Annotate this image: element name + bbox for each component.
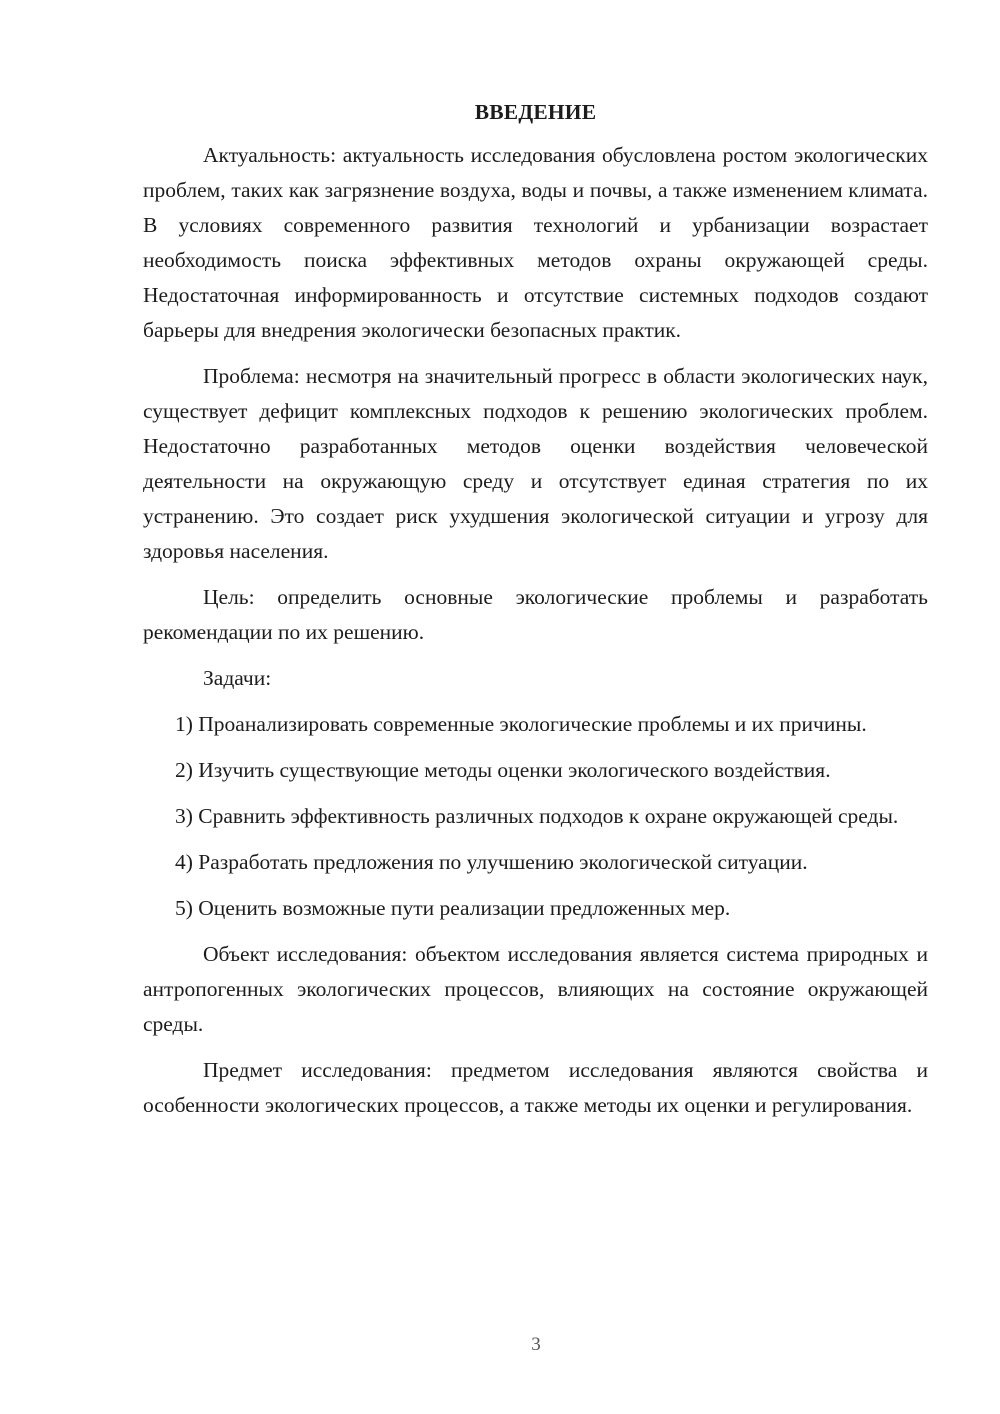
tasks-heading: Задачи: <box>203 666 272 690</box>
task-item-2: 2) Изучить существующие методы оценки экологического воздействия. <box>175 758 831 782</box>
paragraph-object: Объект исследования: объектом исследования является система природных и антропогенных экологических процессов, влияющих на состояние окружающей среды. <box>143 942 928 1036</box>
task-item-1: 1) Проанализировать современные экологические проблемы и их причины. <box>175 712 867 736</box>
paragraph-relevance: Актуальность: актуальность исследования обусловлена ростом экологических проблем, таких как загрязнение воздуха, воды и почвы, а также изменением климата. В условиях современного развития технологий и урбанизации возрастает необходимость поиска эффективных методов охраны окружающей среды. Недостаточная информированность и отсутствие системных подходов создают барьеры для внедрения экологически безопасных практик. <box>143 143 928 342</box>
paragraph-subject: Предмет исследования: предметом исследования являются свойства и особенности экологических процессов, а также методы их оценки и регулирования. <box>143 1058 928 1117</box>
task-item-5: 5) Оценить возможные пути реализации предложенных мер. <box>175 896 731 920</box>
paragraph-problem: Проблема: несмотря на значительный прогресс в области экологических наук, существует дефицит комплексных подходов к решению экологических проблем. Недостаточно разработанных методов оценки воздействия человеческой деятельности на окружающую среду и отсутствует единая стратегия по их устранению. Это создает риск ухудшения экологической ситуации и угрозу для здоровья населения. <box>143 364 928 563</box>
task-item-4: 4) Разработать предложения по улучшению экологической ситуации. <box>175 850 808 874</box>
page-content <box>143 96 928 1134</box>
task-item-3: 3) Сравнить эффективность различных подходов к охране окружающей среды. <box>175 804 899 828</box>
section-title: ВВЕДЕНИЕ <box>474 100 597 124</box>
page-number: 3 <box>531 1334 541 1355</box>
paragraph-goal: Цель: определить основные экологические проблемы и разработать рекомендации по их решению. <box>143 585 928 644</box>
